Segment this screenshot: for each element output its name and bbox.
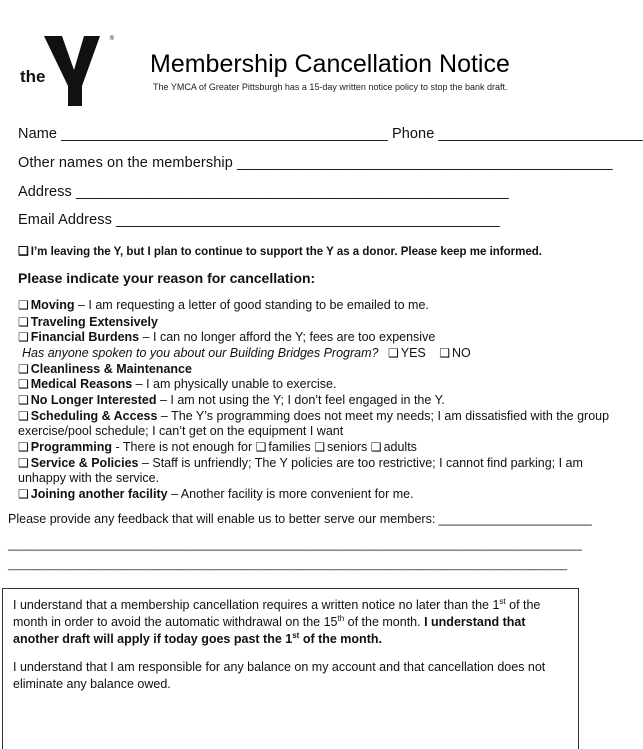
donor-text: I’m leaving the Y, but I plan to continue to support the Y as a donor. Please keep me informed. (30, 246, 542, 258)
traveling-checkbox[interactable]: ❑ (18, 315, 29, 329)
financial-label: Financial Burdens (30, 330, 140, 344)
policy-subtitle: The YMCA of Greater Pittsburgh has a 15-day written notice policy to stop the bank draft. (153, 82, 508, 92)
other-names-row (18, 155, 613, 171)
medical-desc: – I am physically unable to exercise. (132, 377, 337, 391)
feedback-field-3[interactable]: _________________________________________________________________________________________ (8, 559, 568, 571)
service-desc: – Staff is unfriendly; The Y policies are too restrictive; I cannot find parking; I am (138, 456, 583, 470)
families-checkbox[interactable]: ❑ (255, 440, 267, 454)
reason-medical (18, 377, 336, 391)
email-row (18, 212, 500, 228)
notice-text-2: of the month in order to avoid the automatic withdrawal on the 15 (13, 598, 541, 629)
moving-checkbox[interactable]: ❑ (18, 298, 29, 312)
scheduling-desc: – The Y’s programming does not meet my needs; I am dissatisfied with the group (157, 409, 610, 423)
phone-label: Phone (391, 126, 435, 142)
address-label: Address (18, 184, 72, 200)
name-label: Name (18, 126, 58, 142)
service-checkbox[interactable]: ❑ (18, 456, 29, 470)
seniors-label: seniors (327, 440, 371, 454)
no-checkbox[interactable]: ❑ (439, 346, 450, 360)
email-label: Email Address (18, 212, 112, 228)
feedback-field-1[interactable]: ______________________ (438, 512, 592, 526)
programming-label: Programming (30, 440, 113, 454)
donor-checkbox[interactable]: ❑ (18, 244, 29, 258)
building-bridges-row (22, 346, 471, 360)
programming-desc: - There is not enough for (112, 440, 256, 454)
yes-label: YES (400, 346, 426, 360)
joining-label: Joining another facility (30, 487, 168, 501)
reasons-heading: Please indicate your reason for cancellation: (18, 270, 316, 286)
phone-field[interactable]: _________________________ (438, 126, 643, 142)
name-field[interactable]: ________________________________________ (61, 126, 388, 142)
scheduling-label: Scheduling & Access (30, 409, 158, 423)
page-title: Membership Cancellation Notice (150, 50, 510, 78)
address-field[interactable]: _____________________________________________________ (76, 184, 509, 200)
families-label: families (268, 440, 315, 454)
other-names-label: Other names on the membership (18, 155, 233, 171)
no-longer-checkbox[interactable]: ❑ (18, 393, 29, 407)
feedback-row (8, 512, 592, 526)
reason-service (18, 456, 583, 470)
cleanliness-label: Cleanliness & Maintenance (30, 362, 192, 376)
notice-bold-1: I understand that another draft will apply if today goes past the 1 (13, 615, 526, 646)
medical-label: Medical Reasons (30, 377, 133, 391)
no-label: NO (452, 346, 471, 360)
moving-label: Moving (30, 298, 75, 312)
joining-desc: – Another facility is more convenient for me. (167, 487, 414, 501)
address-row (18, 184, 509, 200)
reason-moving (18, 298, 429, 312)
feedback-prompt: Please provide any feedback that will enable us to better serve our members: (8, 512, 439, 526)
notice-sup-3: st (292, 630, 300, 640)
scheduling-checkbox[interactable]: ❑ (18, 409, 29, 423)
scheduling-desc-continued: exercise/pool schedule; I can’t get on the equipment I want (18, 424, 344, 438)
reason-cleanliness (18, 362, 192, 376)
service-label: Service & Policies (30, 456, 139, 470)
svg-text:the: the (20, 67, 46, 86)
notice-text-1: I understand that a membership cancellation requires a written notice no later than the 1 (13, 598, 500, 612)
cleanliness-checkbox[interactable]: ❑ (18, 362, 29, 376)
name-row (18, 126, 643, 142)
ymca-logo (18, 30, 118, 110)
notice-sup-2: th (337, 613, 345, 623)
adults-checkbox[interactable]: ❑ (370, 440, 382, 454)
notice-bold-2: of the month. (299, 632, 382, 646)
reason-scheduling (18, 409, 609, 423)
medical-checkbox[interactable]: ❑ (18, 377, 29, 391)
financial-desc: – I can no longer afford the Y; fees are too expensive (139, 330, 436, 344)
building-bridges-question: Has anyone spoken to you about our Building Bridges Program? (22, 346, 379, 360)
ymca-logo-mark (18, 30, 118, 110)
no-longer-label: No Longer Interested (30, 393, 157, 407)
service-desc-continued: unhappy with the service. (18, 471, 160, 485)
traveling-label: Traveling Extensively (30, 315, 158, 329)
no-longer-desc: – I am not using the Y; I don’t feel engaged in the Y. (156, 393, 445, 407)
reason-no-longer-interested (18, 393, 445, 407)
financial-checkbox[interactable]: ❑ (18, 330, 29, 344)
other-names-field[interactable]: ______________________________________________ (237, 155, 613, 171)
email-field[interactable]: _______________________________________________ (116, 212, 500, 228)
programming-checkbox[interactable]: ❑ (18, 440, 29, 454)
reason-traveling (18, 315, 158, 329)
reason-programming (18, 440, 417, 454)
feedback-field-2[interactable]: ______________________________________________________________________________________ (8, 537, 582, 551)
balance-notice: I understand that I am responsible for any balance on my account and that cancellation does not eliminate any balance owed. (13, 660, 546, 691)
donor-option (18, 244, 542, 258)
notice-sup-1: st (499, 596, 506, 606)
acknowledgement-box (2, 588, 579, 749)
notice-text-3: of the month. (344, 615, 425, 629)
yes-checkbox[interactable]: ❑ (387, 346, 399, 360)
reason-joining (18, 487, 414, 501)
svg-text:®: ® (109, 36, 114, 42)
joining-checkbox[interactable]: ❑ (18, 487, 29, 501)
moving-desc: – I am requesting a letter of good standing to be emailed to me. (74, 298, 429, 312)
withdrawal-notice (13, 597, 573, 648)
reason-financial (18, 330, 435, 344)
seniors-checkbox[interactable]: ❑ (314, 440, 326, 454)
adults-label: adults (383, 440, 417, 454)
